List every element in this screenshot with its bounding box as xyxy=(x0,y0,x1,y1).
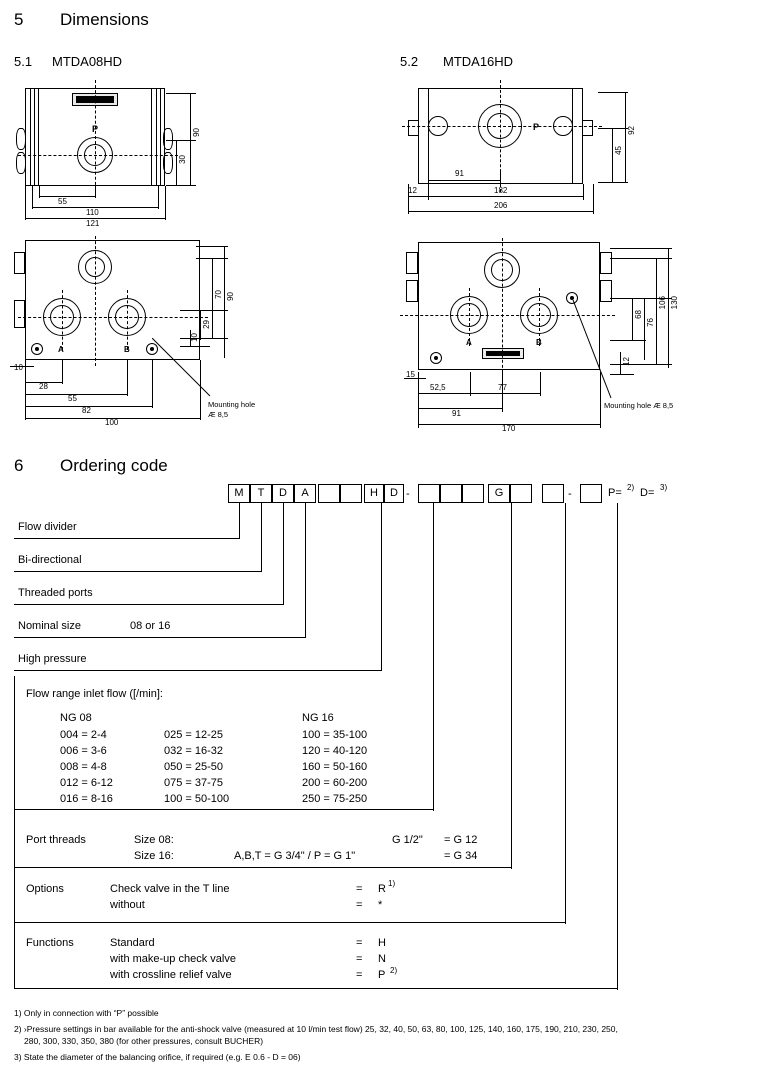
subsection-51-number: 5.1 xyxy=(14,54,33,69)
dim-right-182: 182 xyxy=(494,186,508,195)
dim-left-b-28: 28 xyxy=(39,382,48,391)
dim-right-b-77: 77 xyxy=(498,383,507,392)
dim-left-55: 55 xyxy=(58,197,67,206)
ordering-row-high-pressure: High pressure xyxy=(18,653,87,665)
flow-range-ng08-c2-r5: 100 = 50-100 xyxy=(164,793,230,805)
port-threads-thread-08: G 1/2" xyxy=(392,834,423,846)
dim-left-b-10a: 10 xyxy=(190,333,199,342)
flow-range-ng08-c1-r2: 006 = 3-6 xyxy=(60,745,107,757)
flow-range-ng16-r3: 160 = 50-160 xyxy=(302,761,368,773)
dim-left-b-100: 100 xyxy=(105,418,119,427)
subsection-51-title: MTDA08HD xyxy=(52,54,123,69)
ordering-row-threaded-ports: Threaded ports xyxy=(18,587,93,599)
flow-range-ng08-c2-r1: 025 = 12-25 xyxy=(164,729,224,741)
callout-left-line2: Æ 8,5 xyxy=(208,410,229,419)
callout-leader-right xyxy=(565,300,627,400)
code-suffix-d: D= xyxy=(640,487,655,499)
dim-right-b-525: 52,5 xyxy=(430,383,446,392)
dim-left-121: 121 xyxy=(86,219,100,228)
options-row2-code: * xyxy=(378,899,383,911)
flow-range-ng16-r2: 120 = 40-120 xyxy=(302,745,368,757)
footnote-3: 3) State the diameter of the balancing orifice, if required (e.g. E 0.6 - D = 06) xyxy=(14,1052,301,1062)
ordering-row-nominal-size: Nominal size xyxy=(18,620,81,632)
dim-left-b-55: 55 xyxy=(68,394,77,403)
port-label-b-right: B xyxy=(536,338,542,347)
flow-range-ng08-c1-r4: 012 = 6-12 xyxy=(60,777,113,789)
options-row2-desc: without xyxy=(110,899,145,911)
flow-range-ng08-c1-r3: 008 = 4-8 xyxy=(60,761,107,773)
flow-range-ng08-c2-r2: 032 = 16-32 xyxy=(164,745,224,757)
code-box-5[interactable] xyxy=(318,484,340,503)
footnote-2: 2) ›Pressure settings in bar available for the anti-shock valve (measured at 10 l/min test flow) 25, 32, 40, 50, 63, 80, 100, 125, 140, 160, 175, 190, 210, 230, 250, xyxy=(14,1024,618,1034)
dim-left-b-29: 29 xyxy=(202,320,211,329)
port-label-p-left: P xyxy=(92,124,99,134)
port-label-b-left: B xyxy=(124,345,130,354)
section-6-number: 6 xyxy=(14,456,24,475)
dim-left-b-10b: 10 xyxy=(14,363,23,372)
port-threads-size-08: Size 08: xyxy=(134,834,174,846)
flow-range-ng08-c2-r3: 050 = 25-50 xyxy=(164,761,224,773)
functions-row3-eq: = xyxy=(356,969,363,981)
flow-range-ng16-r4: 200 = 60-200 xyxy=(302,777,368,789)
dim-right-b-106: 106 xyxy=(658,296,667,310)
flow-range-ng08-c1-r1: 004 = 2-4 xyxy=(60,729,107,741)
port-label-a-left: A xyxy=(58,345,64,354)
code-box-6[interactable] xyxy=(340,484,362,503)
options-row1-sup: 1) xyxy=(388,879,396,888)
functions-row3-code: P xyxy=(378,969,386,981)
dim-right-b-76: 76 xyxy=(646,318,655,327)
port-threads-code-16: = G 34 xyxy=(444,850,478,862)
dim-right-b-68: 68 xyxy=(634,310,643,319)
port-label-a-right: A xyxy=(466,338,472,347)
section-6-title: Ordering code xyxy=(60,456,168,475)
ordering-row-bidirectional: Bi-directional xyxy=(18,554,82,566)
functions-row3-desc: with crossline relief valve xyxy=(110,969,232,981)
dim-right-91: 91 xyxy=(455,169,464,178)
dim-left-b-90: 90 xyxy=(226,292,235,301)
ordering-row-nominal-size-value: 08 or 16 xyxy=(130,620,171,632)
dim-right-b-130: 130 xyxy=(670,296,679,310)
flow-range-ng16-r1: 100 = 35-100 xyxy=(302,729,368,741)
code-box-10[interactable] xyxy=(440,484,462,503)
flow-range-ng08-c2-r4: 075 = 37-75 xyxy=(164,777,224,789)
section-5-title: Dimensions xyxy=(60,10,149,29)
functions-row2-desc: with make-up check valve xyxy=(110,953,236,965)
code-box-11[interactable] xyxy=(462,484,484,503)
code-box-4[interactable]: A xyxy=(294,484,316,503)
code-box-15[interactable] xyxy=(580,484,602,503)
code-box-12[interactable]: G xyxy=(488,484,510,503)
flow-range-ng08-c1-r5: 016 = 8-16 xyxy=(60,793,113,805)
options-row1-code: R xyxy=(378,883,386,895)
dim-left-90: 90 xyxy=(192,128,201,137)
section-5-number: 5 xyxy=(14,10,24,29)
subsection-52-number: 5.2 xyxy=(400,54,419,69)
code-box-7[interactable]: H xyxy=(364,484,384,503)
options-title: Options xyxy=(26,883,64,895)
options-row1-desc: Check valve in the T line xyxy=(110,883,230,895)
port-label-p-right: P xyxy=(533,122,540,132)
code-box-2[interactable]: T xyxy=(250,484,272,503)
functions-row1-desc: Standard xyxy=(110,937,155,949)
dim-left-b-82: 82 xyxy=(82,406,91,415)
subsection-52-title: MTDA16HD xyxy=(443,54,514,69)
port-threads-size-16: Size 16: xyxy=(134,850,174,862)
dim-left-30: 30 xyxy=(178,155,187,164)
flow-range-title: Flow range inlet flow ([/min]: xyxy=(26,688,163,700)
callout-leader-left xyxy=(152,338,214,400)
dim-right-12: 12 xyxy=(408,186,417,195)
flow-range-ng16-header: NG 16 xyxy=(302,712,334,724)
callout-left-line1: Mounting hole xyxy=(208,400,256,409)
functions-title: Functions xyxy=(26,937,74,949)
code-suffix-p-sup: 2) xyxy=(627,483,635,492)
callout-right-line1: Mounting hole Æ 8,5 xyxy=(604,401,674,410)
flow-range-ng16-r5: 250 = 75-250 xyxy=(302,793,368,805)
dim-right-92: 92 xyxy=(627,126,636,135)
code-box-14[interactable] xyxy=(542,484,564,503)
port-threads-title: Port threads xyxy=(26,834,86,846)
flow-range-ng08-header: NG 08 xyxy=(60,712,92,724)
dim-right-45: 45 xyxy=(614,146,623,155)
code-suffix-d-sup: 3) xyxy=(660,483,668,492)
port-threads-code-08: = G 12 xyxy=(444,834,478,846)
dim-left-110: 110 xyxy=(86,208,99,217)
options-row2-eq: = xyxy=(356,899,363,911)
footnote-1: 1) Only in connection with “P” possible xyxy=(14,1008,159,1018)
code-box-9[interactable] xyxy=(418,484,440,503)
dim-left-b-70: 70 xyxy=(214,290,223,299)
dim-right-206: 206 xyxy=(494,201,508,210)
dim-right-b-91: 91 xyxy=(452,409,461,418)
functions-row3-sup: 2) xyxy=(390,966,398,975)
code-dash-1: - xyxy=(406,488,410,500)
functions-row2-code: N xyxy=(378,953,386,965)
code-dash-2: - xyxy=(568,488,572,500)
code-suffix-p: P= xyxy=(608,487,622,499)
code-box-8[interactable]: D xyxy=(384,484,404,503)
options-row1-eq: = xyxy=(356,883,363,895)
ordering-row-flow-divider: Flow divider xyxy=(18,521,77,533)
functions-row2-eq: = xyxy=(356,953,363,965)
functions-row1-eq: = xyxy=(356,937,363,949)
code-box-13[interactable] xyxy=(510,484,532,503)
dim-right-b-12: 12 xyxy=(622,357,631,366)
functions-block xyxy=(14,923,617,989)
footnote-2-cont: 280, 300, 330, 350, 380 (for other pressures, consult BUCHER) xyxy=(24,1036,264,1046)
functions-row1-code: H xyxy=(378,937,386,949)
code-box-3[interactable]: D xyxy=(272,484,294,503)
dim-right-b-170: 170 xyxy=(502,424,516,433)
dim-right-b-15: 15 xyxy=(406,370,415,379)
port-threads-desc-16: A,B,T = G 3/4" / P = G 1" xyxy=(234,850,356,862)
options-block xyxy=(14,868,565,923)
code-box-1[interactable]: M xyxy=(228,484,250,503)
